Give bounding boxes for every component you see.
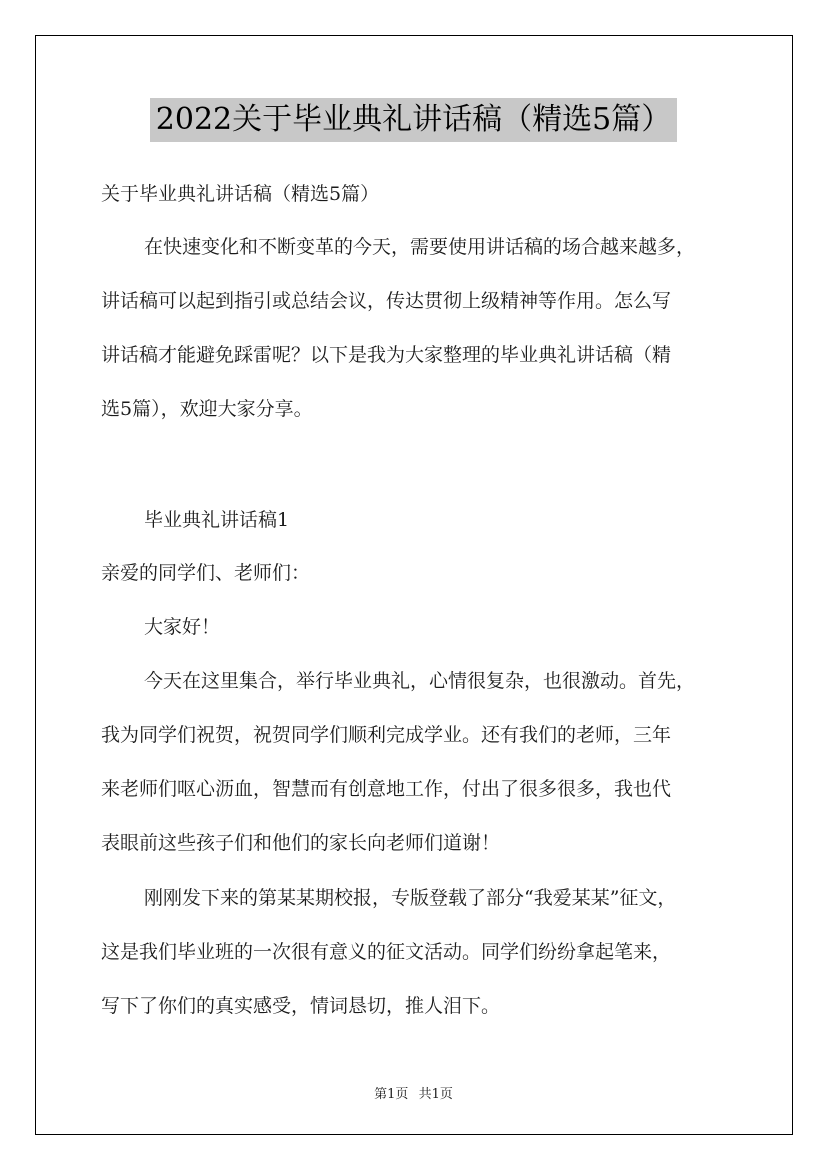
page-total: 共1页 <box>418 1087 453 1102</box>
greeting: 大家好！ <box>144 616 221 638</box>
para1-line-2: 我为同学们祝贺，祝贺同学们顺利完成学业。还有我们的老师，三年 <box>101 724 672 746</box>
salutation: 亲爱的同学们、老师们： <box>101 562 311 584</box>
page-footer <box>0 1083 827 1102</box>
document-title: 2022关于毕业典礼讲话稿（精选5篇） <box>150 98 677 142</box>
title-container <box>0 98 827 142</box>
para1-line-1: 今天在这里集合，举行毕业典礼，心情很复杂，也很激动。首先， <box>144 670 696 692</box>
intro-line-1: 在快速变化和不断变革的今天，需要使用讲话稿的场合越来越多， <box>144 236 696 258</box>
section-heading: 毕业典礼讲话稿1 <box>144 509 290 531</box>
para2-line-3: 写下了你们的真实感受，情词恳切，推人泪下。 <box>101 995 501 1017</box>
intro-line-3: 讲话稿才能避免踩雷呢？以下是我为大家整理的毕业典礼讲话稿（精 <box>101 344 672 366</box>
subtitle: 关于毕业典礼讲话稿（精选5篇） <box>101 183 380 205</box>
intro-line-2: 讲话稿可以起到指引或总结会议，传达贯彻上级精神等作用。怎么写 <box>101 290 672 312</box>
page-number: 第1页 <box>374 1087 409 1102</box>
para2-line-2: 这是我们毕业班的一次很有意义的征文活动。同学们纷纷拿起笔来， <box>101 941 672 963</box>
para1-line-3: 来老师们呕心沥血，智慧而有创意地工作，付出了很多很多，我也代 <box>101 778 672 800</box>
para1-line-4: 表眼前这些孩子们和他们的家长向老师们道谢！ <box>101 832 501 854</box>
intro-line-4: 选5篇），欢迎大家分享。 <box>101 398 313 420</box>
para2-line-1: 刚刚发下来的第某某期校报，专版登载了部分“我爱某某”征文， <box>144 887 677 909</box>
